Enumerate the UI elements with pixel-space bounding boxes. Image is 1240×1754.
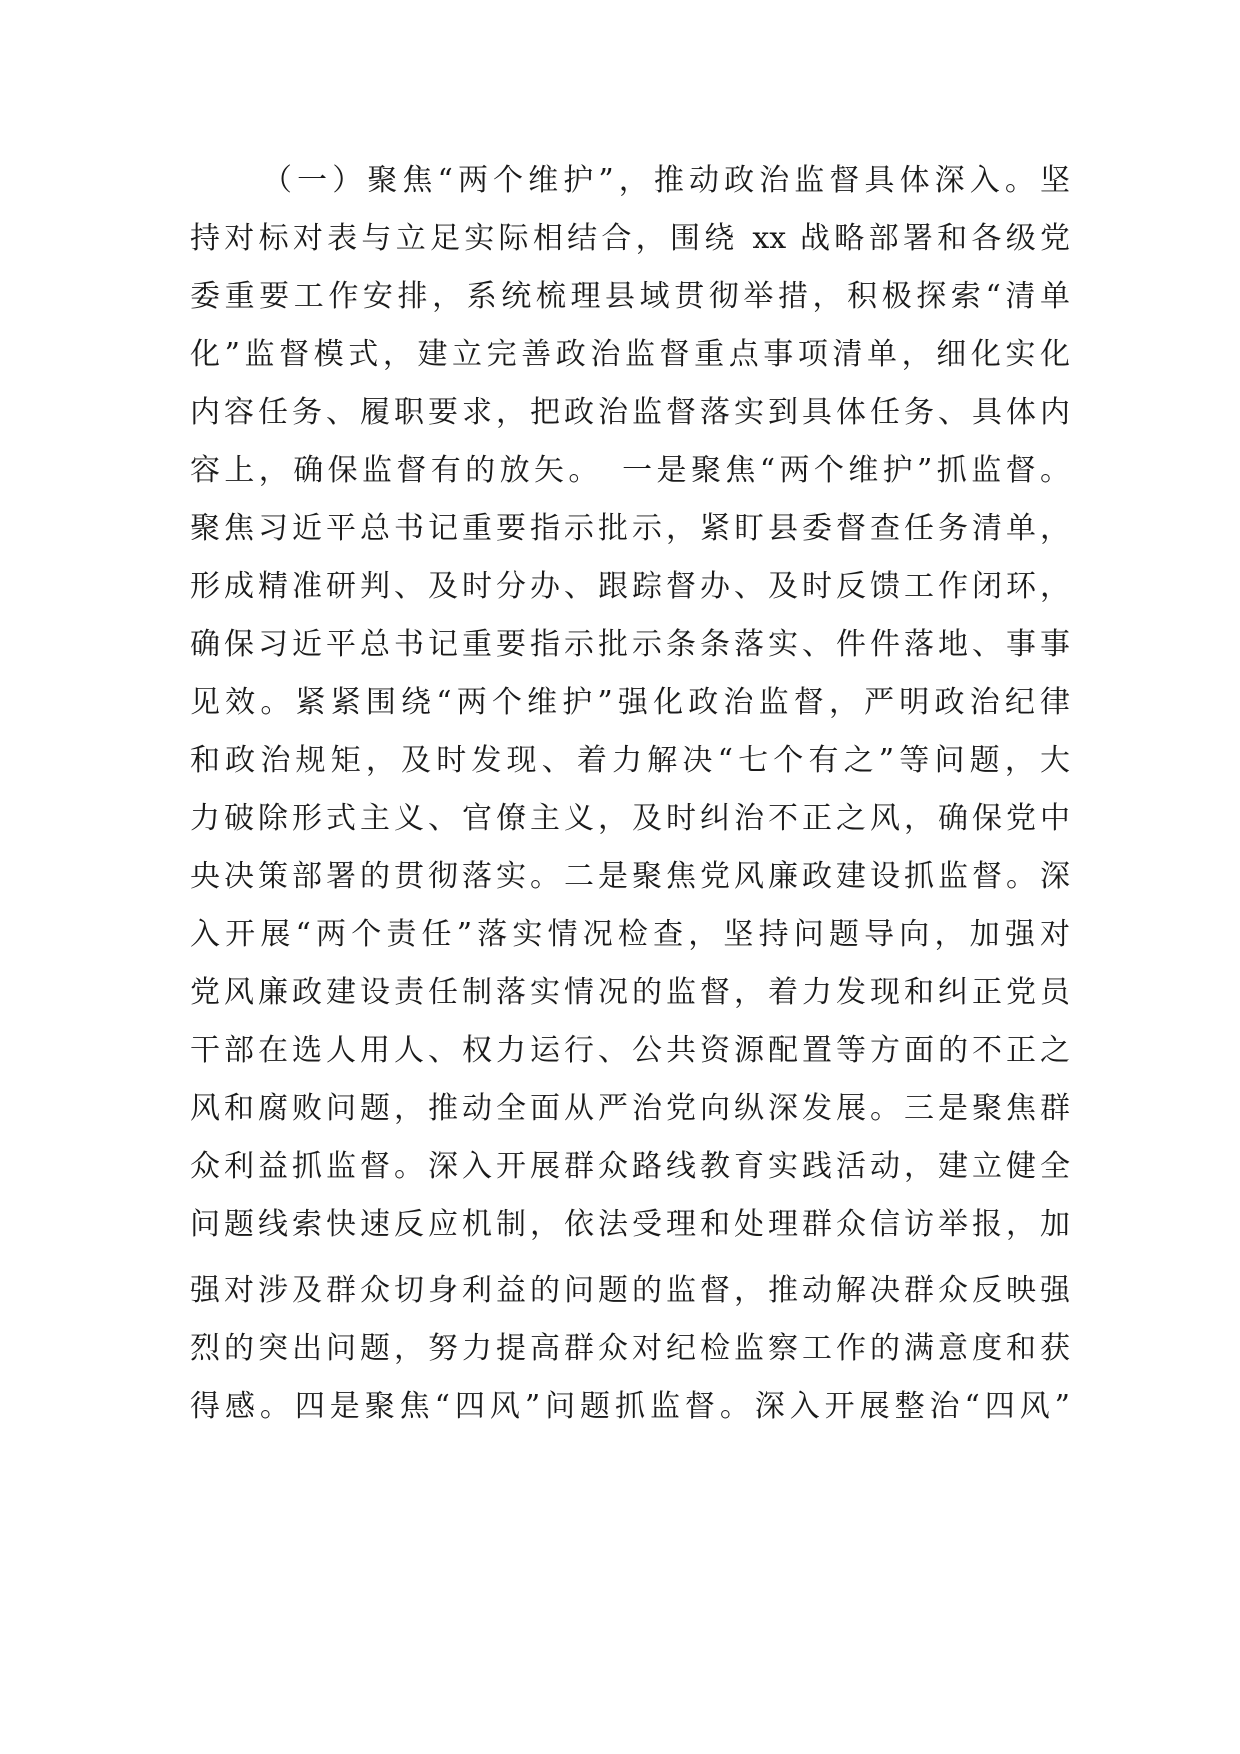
- paragraph-line: 委重要工作安排，系统梳理县域贯彻举措，积极探索“清单: [190, 279, 1070, 314]
- paragraph-line: 形成精准研判、及时分办、跟踪督办、及时反馈工作闭环，: [190, 569, 1070, 604]
- paragraph-line: 问题线索快速反应机制，依法受理和处理群众信访举报，加: [190, 1207, 1070, 1242]
- paragraph-line: 化”监督模式，建立完善政治监督重点事项清单，细化实化: [190, 337, 1070, 372]
- paragraph-line: 得感。四是聚焦“四风”问题抓监督。深入开展整治“四风”: [190, 1389, 1070, 1424]
- body-paragraph: [190, 152, 1070, 1436]
- paragraph-line: 见效。紧紧围绕“两个维护”强化政治监督，严明政治纪律: [190, 685, 1070, 720]
- paragraph-line: 持对标对表与立足实际相结合，围绕 xx 战略部署和各级党: [190, 221, 1070, 256]
- paragraph-line: （一）聚焦“两个维护”，推动政治监督具体深入。坚: [262, 163, 1070, 198]
- paragraph-line: 烈的突出问题，努力提高群众对纪检监察工作的满意度和获: [190, 1331, 1070, 1366]
- paragraph-line: 党风廉政建设责任制落实情况的监督，着力发现和纠正党员: [190, 975, 1070, 1010]
- paragraph-line: 聚焦习近平总书记重要指示批示，紧盯县委督查任务清单，: [190, 511, 1070, 546]
- paragraph-line: 入开展“两个责任”落实情况检查，坚持问题导向，加强对: [190, 917, 1070, 952]
- paragraph-line: 和政治规矩，及时发现、着力解决“七个有之”等问题，大: [190, 743, 1070, 778]
- paragraph-line: 强对涉及群众切身利益的问题的监督，推动解决群众反映强: [190, 1273, 1070, 1308]
- paragraph-line: 央决策部署的贯彻落实。二是聚焦党风廉政建设抓监督。深: [190, 859, 1070, 894]
- paragraph-line: 风和腐败问题，推动全面从严治党向纵深发展。三是聚焦群: [190, 1091, 1070, 1126]
- paragraph-line: 干部在选人用人、权力运行、公共资源配置等方面的不正之: [190, 1033, 1070, 1068]
- paragraph-line: 内容任务、履职要求，把政治监督落实到具体任务、具体内: [190, 395, 1070, 430]
- paragraph-line: 众利益抓监督。深入开展群众路线教育实践活动，建立健全: [190, 1149, 1070, 1184]
- paragraph-line: 力破除形式主义、官僚主义，及时纠治不正之风，确保党中: [190, 801, 1070, 836]
- paragraph-line: 确保习近平总书记重要指示批示条条落实、件件落地、事事: [190, 627, 1070, 662]
- paragraph-line: 容上，确保监督有的放矢。 一是聚焦“两个维护”抓监督。: [190, 453, 1070, 488]
